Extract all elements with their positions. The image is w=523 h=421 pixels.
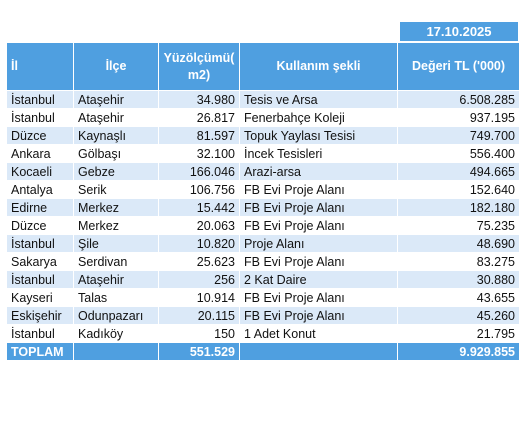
cell-kullanim: FB Evi Proje Alanı (240, 217, 398, 235)
cell-kullanim: FB Evi Proje Alanı (240, 307, 398, 325)
table-row (7, 307, 520, 325)
cell-ilce: Talas (74, 289, 159, 307)
date-badge: 17.10.2025 (400, 22, 518, 41)
cell-il: İstanbul (7, 271, 74, 289)
table-row (7, 235, 520, 253)
cell-deger: 152.640 (398, 181, 520, 199)
cell-ilce: Serik (74, 181, 159, 199)
cell-yuzolcumu: 34.980 (159, 91, 240, 109)
cell-kullanim: FB Evi Proje Alanı (240, 181, 398, 199)
cell-deger: 83.275 (398, 253, 520, 271)
cell-yuzolcumu: 106.756 (159, 181, 240, 199)
cell-yuzolcumu: 20.115 (159, 307, 240, 325)
cell-yuzolcumu: 166.046 (159, 163, 240, 181)
cell-ilce: Ataşehir (74, 109, 159, 127)
cell-kullanim: Topuk Yaylası Tesisi (240, 127, 398, 145)
cell-yuzolcumu: 10.914 (159, 289, 240, 307)
cell-kullanim: Arazi-arsa (240, 163, 398, 181)
total-empty-cell (240, 343, 398, 361)
cell-il: İstanbul (7, 109, 74, 127)
cell-kullanim: FB Evi Proje Alanı (240, 289, 398, 307)
table-header-row (7, 43, 520, 91)
cell-il: Edirne (7, 199, 74, 217)
cell-deger: 21.795 (398, 325, 520, 343)
cell-il: Kayseri (7, 289, 74, 307)
cell-ilce: Serdivan (74, 253, 159, 271)
cell-ilce: Gölbaşı (74, 145, 159, 163)
cell-kullanim: 1 Adet Konut (240, 325, 398, 343)
cell-kullanim: Proje Alanı (240, 235, 398, 253)
table-row (7, 271, 520, 289)
cell-kullanim: İncek Tesisleri (240, 145, 398, 163)
cell-ilce: Şile (74, 235, 159, 253)
cell-kullanim: Fenerbahçe Koleji (240, 109, 398, 127)
cell-yuzolcumu: 26.817 (159, 109, 240, 127)
table-row (7, 253, 520, 271)
cell-ilce: Merkez (74, 199, 159, 217)
header-ilce: İlçe (74, 43, 159, 91)
table-body (7, 91, 520, 343)
cell-ilce: Merkez (74, 217, 159, 235)
cell-ilce: Gebze (74, 163, 159, 181)
cell-deger: 182.180 (398, 199, 520, 217)
cell-ilce: Kaynaşlı (74, 127, 159, 145)
cell-il: İstanbul (7, 91, 74, 109)
cell-il: Sakarya (7, 253, 74, 271)
cell-yuzolcumu: 32.100 (159, 145, 240, 163)
cell-il: Düzce (7, 127, 74, 145)
total-empty-cell (74, 343, 159, 361)
cell-kullanim: FB Evi Proje Alanı (240, 199, 398, 217)
cell-ilce: Ataşehir (74, 91, 159, 109)
header-yuzolcumu: Yüzölçümü( m2) (159, 43, 240, 91)
table-row (7, 145, 520, 163)
cell-il: Antalya (7, 181, 74, 199)
cell-yuzolcumu: 25.623 (159, 253, 240, 271)
cell-deger: 749.700 (398, 127, 520, 145)
table-row (7, 217, 520, 235)
table-row (7, 181, 520, 199)
cell-deger: 48.690 (398, 235, 520, 253)
cell-il: Düzce (7, 217, 74, 235)
table-row (7, 199, 520, 217)
cell-yuzolcumu: 10.820 (159, 235, 240, 253)
table-row (7, 109, 520, 127)
cell-yuzolcumu: 15.442 (159, 199, 240, 217)
header-il: İl (7, 43, 74, 91)
table-row (7, 325, 520, 343)
cell-il: İstanbul (7, 325, 74, 343)
cell-kullanim: FB Evi Proje Alanı (240, 253, 398, 271)
cell-deger: 75.235 (398, 217, 520, 235)
cell-deger: 556.400 (398, 145, 520, 163)
table-row (7, 91, 520, 109)
asset-table (6, 42, 520, 361)
table-row (7, 163, 520, 181)
cell-yuzolcumu: 81.597 (159, 127, 240, 145)
cell-yuzolcumu: 256 (159, 271, 240, 289)
total-deger: 9.929.855 (398, 343, 520, 361)
cell-deger: 43.655 (398, 289, 520, 307)
cell-deger: 494.665 (398, 163, 520, 181)
cell-yuzolcumu: 150 (159, 325, 240, 343)
cell-ilce: Kadıköy (74, 325, 159, 343)
cell-ilce: Ataşehir (74, 271, 159, 289)
cell-kullanim: 2 Kat Daire (240, 271, 398, 289)
cell-deger: 6.508.285 (398, 91, 520, 109)
cell-deger: 30.880 (398, 271, 520, 289)
total-label: TOPLAM (7, 343, 74, 361)
table-row (7, 289, 520, 307)
header-kullanim: Kullanım şekli (240, 43, 398, 91)
cell-deger: 45.260 (398, 307, 520, 325)
cell-il: Eskişehir (7, 307, 74, 325)
cell-yuzolcumu: 20.063 (159, 217, 240, 235)
total-yuzolcumu: 551.529 (159, 343, 240, 361)
cell-il: Kocaeli (7, 163, 74, 181)
cell-ilce: Odunpazarı (74, 307, 159, 325)
cell-il: Ankara (7, 145, 74, 163)
header-deger: Değeri TL ('000) (398, 43, 520, 91)
cell-kullanim: Tesis ve Arsa (240, 91, 398, 109)
total-row (7, 343, 520, 361)
cell-il: İstanbul (7, 235, 74, 253)
table-row (7, 127, 520, 145)
cell-deger: 937.195 (398, 109, 520, 127)
